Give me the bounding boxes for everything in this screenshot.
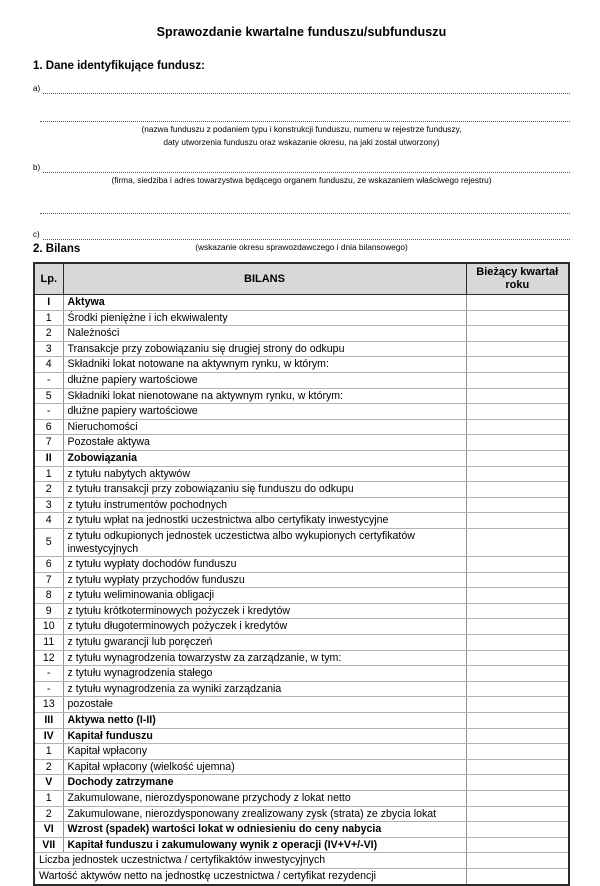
table-row	[34, 572, 569, 588]
table-row	[34, 603, 569, 619]
table-row	[34, 310, 569, 326]
table-row	[34, 450, 569, 466]
value-cell[interactable]	[466, 419, 569, 435]
row-number-cell: 11	[34, 635, 63, 651]
row-label-cell: z tytułu wypłaty przychodów funduszu	[63, 572, 466, 588]
row-label-cell: dłużne papiery wartościowe	[63, 372, 466, 388]
value-cell[interactable]	[466, 295, 569, 311]
value-cell[interactable]	[466, 744, 569, 760]
row-label-cell: Dochody zatrzymane	[63, 775, 466, 791]
row-number-cell: -	[34, 666, 63, 682]
row-label-cell: Należności	[63, 326, 466, 342]
row-number-cell: 1	[34, 310, 63, 326]
field-a-input-line-2[interactable]	[40, 112, 570, 122]
field-a-label: a)	[33, 84, 41, 93]
table-row	[34, 588, 569, 604]
table-row	[34, 513, 569, 529]
table-row	[34, 341, 569, 357]
field-a-caption-line1: (nazwa funduszu z podaniem typu i konstrukcji funduszu, numeru w rejestrze funduszy,	[141, 124, 462, 134]
value-cell[interactable]	[466, 806, 569, 822]
table-row	[34, 853, 569, 869]
row-label-cell: z tytułu wynagrodzenia za wyniki zarządzania	[63, 681, 466, 697]
row-number-cell: 4	[34, 357, 63, 373]
table-row	[34, 326, 569, 342]
row-number-cell: VII	[34, 837, 63, 853]
row-number-cell: V	[34, 775, 63, 791]
row-label-cell: z tytułu nabytych aktywów	[63, 466, 466, 482]
table-row	[34, 372, 569, 388]
value-cell[interactable]	[466, 619, 569, 635]
table-row	[34, 295, 569, 311]
value-cell[interactable]	[466, 822, 569, 838]
row-number-cell: -	[34, 404, 63, 420]
value-cell[interactable]	[466, 372, 569, 388]
row-label-cell: z tytułu odkupionych jednostek uczestictwa albo wykupionych certyfikatów inwestycyjnych	[63, 528, 466, 556]
table-row	[34, 635, 569, 651]
value-cell[interactable]	[466, 528, 569, 556]
value-cell[interactable]	[466, 603, 569, 619]
row-label-cell: Zakumulowane, nierozdysponowany zrealizowany zysk (strata) ze zbycia lokat	[63, 806, 466, 822]
table-row	[34, 806, 569, 822]
row-number-cell: 9	[34, 603, 63, 619]
table-row	[34, 619, 569, 635]
value-cell[interactable]	[466, 791, 569, 807]
table-row	[34, 868, 569, 884]
row-label-cell: Transakcje przy zobowiązaniu się drugiej strony do odkupu	[63, 341, 466, 357]
row-number-cell: 1	[34, 791, 63, 807]
value-cell[interactable]	[466, 728, 569, 744]
row-label-cell: Kapitał funduszu	[63, 728, 466, 744]
field-b-row-2	[33, 201, 570, 214]
row-label-cell: Aktywa netto (I-II)	[63, 713, 466, 729]
section2-heading: 2. Bilans	[33, 243, 81, 255]
table-row	[34, 435, 569, 451]
field-a-row-2	[33, 109, 570, 122]
field-b-input-line-2[interactable]	[40, 204, 570, 214]
row-number-cell: 6	[34, 419, 63, 435]
section1-heading: 1. Dane identyfikujące fundusz:	[33, 60, 205, 72]
row-number-cell: -	[34, 372, 63, 388]
row-label-cell: z tytułu krótkoterminowych pożyczek i kredytów	[63, 603, 466, 619]
row-label-cell: z tytułu wypłaty dochodów funduszu	[63, 557, 466, 573]
row-number-cell: I	[34, 295, 63, 311]
value-cell[interactable]	[466, 666, 569, 682]
row-label-cell: z tytułu wynagrodzenia stałego	[63, 666, 466, 682]
field-a-input-line[interactable]	[43, 84, 570, 94]
table-row	[34, 822, 569, 838]
row-number-cell: VI	[34, 822, 63, 838]
table-row	[34, 482, 569, 498]
row-label-cell: Wzrost (spadek) wartości lokat w odniesieniu do ceny nabycia	[63, 822, 466, 838]
value-cell[interactable]	[466, 837, 569, 853]
value-cell[interactable]	[466, 357, 569, 373]
table-row	[34, 666, 569, 682]
value-cell[interactable]	[466, 557, 569, 573]
row-label-cell: Kapitał funduszu i zakumulowany wynik z operacji (IV+V+/-VI)	[63, 837, 466, 853]
row-number-cell: 7	[34, 572, 63, 588]
table-row	[34, 775, 569, 791]
row-number-cell: -	[34, 681, 63, 697]
row-label-cell: Kapitał wpłacony (wielkość ujemna)	[63, 759, 466, 775]
bilans-table	[33, 262, 570, 886]
value-cell[interactable]	[466, 635, 569, 651]
value-cell[interactable]	[466, 697, 569, 713]
table-row	[34, 837, 569, 853]
value-cell[interactable]	[466, 497, 569, 513]
row-label-cell: z tytułu wynagrodzenia towarzystw za zarządzanie, w tym:	[63, 650, 466, 666]
value-cell[interactable]	[466, 588, 569, 604]
row-label-cell: Liczba jednostek uczestnictwa / certyfikaktów inwestycyjnych	[34, 853, 466, 869]
value-cell[interactable]	[466, 775, 569, 791]
table-row	[34, 466, 569, 482]
field-b-row	[33, 160, 570, 173]
table-row	[34, 759, 569, 775]
row-label-cell: pozostałe	[63, 697, 466, 713]
value-cell[interactable]	[466, 404, 569, 420]
value-cell[interactable]	[466, 450, 569, 466]
row-number-cell: 2	[34, 806, 63, 822]
row-number-cell: 5	[34, 388, 63, 404]
table-row	[34, 650, 569, 666]
field-c-label: c)	[33, 229, 40, 239]
row-label-cell: Składniki lokat nienotowane na aktywnym rynku, w którym:	[63, 388, 466, 404]
value-cell[interactable]	[466, 572, 569, 588]
col-header-current-quarter: Bieżący kwartał roku	[466, 263, 569, 295]
field-c-input-line[interactable]	[43, 230, 570, 240]
page-title: Sprawozdanie kwartalne funduszu/subfunduszu	[156, 25, 447, 39]
table-row	[34, 497, 569, 513]
value-cell[interactable]	[466, 853, 569, 869]
table-row	[34, 388, 569, 404]
row-number-cell: II	[34, 450, 63, 466]
value-cell[interactable]	[466, 482, 569, 498]
table-row	[34, 404, 569, 420]
row-number-cell: 3	[34, 341, 63, 357]
row-label-cell: Kapitał wpłacony	[63, 744, 466, 760]
row-label-cell: z tytułu transakcji przy zobowiązaniu się funduszu do odkupu	[63, 482, 466, 498]
table-row	[34, 713, 569, 729]
row-label-cell: z tytułu weliminowania obligacji	[63, 588, 466, 604]
row-label-cell: Środki pieniężne i ich ekwiwalenty	[63, 310, 466, 326]
value-cell[interactable]	[466, 681, 569, 697]
row-number-cell: 1	[34, 744, 63, 760]
field-a-caption-line2: daty utworzenia funduszu oraz wskazanie okresu, na jaki został utworzony)	[163, 136, 440, 147]
row-label-cell: Nieruchomości	[63, 419, 466, 435]
value-cell[interactable]	[466, 513, 569, 529]
value-cell[interactable]	[466, 341, 569, 357]
table-row	[34, 791, 569, 807]
col-header-lp: Lp.	[34, 263, 63, 295]
table-header-row	[34, 263, 569, 295]
field-a-row	[33, 81, 570, 94]
value-cell[interactable]	[466, 650, 569, 666]
row-label-cell: z tytułu wpłat na jednostki uczestnictwa albo certyfikaty inwestycyjne	[63, 513, 466, 529]
table-row	[34, 419, 569, 435]
value-cell[interactable]	[466, 388, 569, 404]
field-c-row	[33, 227, 570, 240]
table-row	[34, 744, 569, 760]
row-number-cell: 2	[34, 482, 63, 498]
row-label-cell: Aktywa	[63, 295, 466, 311]
field-b-label: b)	[33, 163, 41, 172]
col-header-bilans: BILANS	[63, 263, 466, 295]
field-c-caption: (wskazanie okresu sprawozdawczego i dnia bilansowego)	[195, 241, 408, 252]
value-cell[interactable]	[466, 310, 569, 326]
row-label-cell: Zakumulowane, nierozdysponowane przychody z lokat netto	[63, 791, 466, 807]
row-number-cell: III	[34, 713, 63, 729]
row-label-cell: z tytułu długoterminowych pożyczek i kredytów	[63, 619, 466, 635]
value-cell[interactable]	[466, 868, 569, 884]
field-b-caption: (firma, siedziba i adres towarzystwa będącego organem funduszu, ze wskazaniem właściwego rejestru)	[111, 175, 492, 185]
table-row	[34, 528, 569, 556]
row-label-cell: z tytułu instrumentów pochodnych	[63, 497, 466, 513]
row-label-cell: Pozostałe aktywa	[63, 435, 466, 451]
table-row	[34, 697, 569, 713]
row-number-cell: 1	[34, 466, 63, 482]
table-row	[34, 357, 569, 373]
row-number-cell: 3	[34, 497, 63, 513]
row-number-cell: 12	[34, 650, 63, 666]
row-number-cell: 8	[34, 588, 63, 604]
value-cell[interactable]	[466, 435, 569, 451]
row-number-cell: IV	[34, 728, 63, 744]
row-label-cell: z tytułu gwarancji lub poręczeń	[63, 635, 466, 651]
table-row	[34, 728, 569, 744]
row-number-cell: 5	[34, 528, 63, 556]
row-number-cell: 4	[34, 513, 63, 529]
row-number-cell: 2	[34, 759, 63, 775]
table-row	[34, 681, 569, 697]
value-cell[interactable]	[466, 713, 569, 729]
value-cell[interactable]	[466, 759, 569, 775]
row-label-cell: Wartość aktywów netto na jednostkę uczestnictwa / certyfikat rezydencji	[34, 868, 466, 884]
field-b-input-line[interactable]	[43, 163, 570, 173]
row-label-cell: Zobowiązania	[63, 450, 466, 466]
row-number-cell: 6	[34, 557, 63, 573]
row-label-cell: dłużne papiery wartościowe	[63, 404, 466, 420]
row-number-cell: 7	[34, 435, 63, 451]
table-row	[34, 557, 569, 573]
value-cell[interactable]	[466, 326, 569, 342]
row-label-cell: Składniki lokat notowane na aktywnym rynku, w którym:	[63, 357, 466, 373]
value-cell[interactable]	[466, 466, 569, 482]
row-number-cell: 10	[34, 619, 63, 635]
row-number-cell: 13	[34, 697, 63, 713]
row-number-cell: 2	[34, 326, 63, 342]
